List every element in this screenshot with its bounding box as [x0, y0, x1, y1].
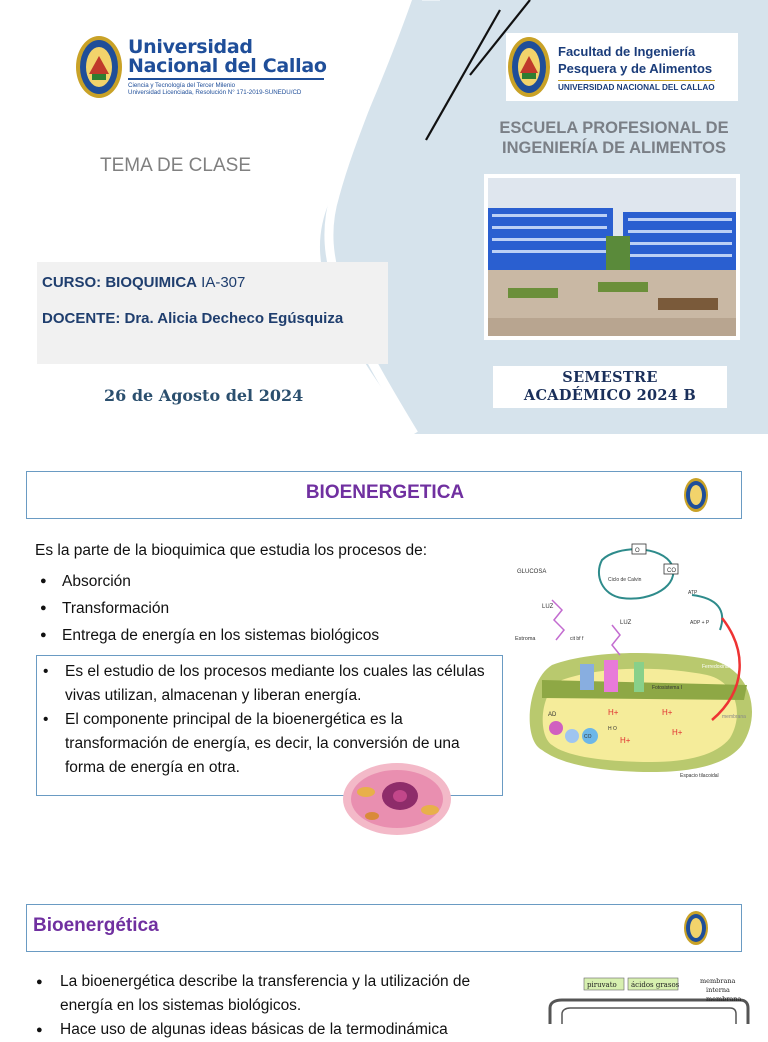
adp-label: ADP + P — [690, 620, 710, 626]
slide-title: BIOENERGETICA — [305, 482, 465, 503]
fotosistema-label: Fotosistema I — [652, 685, 683, 691]
co-label: CO — [584, 734, 592, 740]
course-info-box — [37, 262, 388, 364]
list-item: ● La bioenergética describe la transferencia y la utilización de energía en los sistemas biológicos. — [36, 973, 471, 1014]
course-label: CURSO: BIOQUIMICA — [42, 274, 197, 291]
school-line2: INGENIERÍA DE ALIMENTOS — [502, 139, 726, 157]
faculty-name-line1: Facultad de Ingeniería — [558, 43, 696, 59]
topic-label: TEMA DE CLASE — [100, 155, 251, 176]
definition-item: • Es el estudio de los procesos mediante los cuales las células vivas utilizan, almacenan y liberan energía. — [43, 663, 485, 704]
university-name-line1: Universidad — [128, 36, 253, 58]
faculty-logo — [506, 33, 738, 101]
cell-illustration — [342, 762, 452, 836]
slide-title-box — [26, 904, 742, 952]
university-seal-icon — [683, 910, 709, 946]
cytochrome-label: cit bf f — [570, 636, 584, 642]
piruvato-label: piruvato — [587, 981, 617, 989]
acidos-label: ácidos grasos — [631, 981, 680, 989]
chloroplast-diagram — [512, 540, 768, 780]
membrane-label: membrana — [700, 977, 736, 985]
definition-item: • El componente principal de la bioenergética es la transformación de energía, es decir, la conversión de una forma de energía en otra. — [43, 711, 460, 776]
campus-photo-image — [488, 178, 736, 336]
espacio-label: Espacio tilacoidal — [680, 773, 719, 779]
list-item: ● Absorción — [40, 573, 131, 590]
hplus-label: H+ — [620, 736, 631, 745]
estroma-label: Estroma — [515, 636, 536, 642]
list-item: ● Entrega de energía en los sistemas biológicos — [40, 627, 380, 644]
university-license: Universidad Licenciada, Resolución N° 171-2019-SUNEDU/CD — [128, 89, 302, 96]
divider — [128, 78, 324, 80]
campus-photo — [484, 174, 740, 340]
o2-label: O — [635, 548, 640, 554]
university-tagline: Ciencia y Tecnología del Tercer Milenio — [128, 82, 236, 89]
university-logo — [74, 34, 327, 100]
membrane-label: membrana — [706, 995, 742, 1003]
co2-label: CO — [667, 568, 676, 574]
course-line — [42, 274, 245, 291]
bioenergetica-list — [36, 970, 516, 1042]
hplus-label: H+ — [672, 728, 683, 737]
faculty-university: UNIVERSIDAD NACIONAL DEL CALLAO — [558, 80, 715, 92]
university-seal-icon — [74, 34, 124, 100]
bioenergetica-slide — [0, 450, 768, 870]
intro-text: Es la parte de la bioquimica que estudia los procesos de: — [35, 542, 428, 559]
semester-line2: ACADÉMICO 2024 B — [523, 387, 697, 404]
semester-box — [493, 366, 727, 408]
hplus-label: H+ — [662, 708, 673, 717]
bioenergetica-detail-slide — [0, 886, 768, 1038]
school-name — [474, 118, 754, 158]
atp-label: ATP — [688, 590, 698, 596]
list-item: ● Hace uso de algunas ideas básicas de la termodinámica — [36, 1021, 448, 1038]
class-date: 26 de Agosto del 2024 — [104, 386, 304, 405]
school-line1: ESCUELA PROFESIONAL DE — [499, 119, 729, 137]
hplus-label: H+ — [608, 708, 619, 717]
list-item: ● Transformación — [40, 600, 170, 617]
faculty-seal-icon — [506, 35, 552, 99]
inner-label: interna — [706, 986, 730, 994]
luz-label: LUZ — [620, 620, 632, 626]
faculty-name-line2: Pesquera y de Alimentos — [558, 60, 713, 76]
h2o-label: H O — [608, 726, 617, 732]
ferredoxina-label: Ferredoxina — [702, 664, 729, 670]
glucosa-label: GLUCOSA — [517, 569, 547, 575]
membrana-label: membrana — [722, 714, 746, 720]
mitochondria-diagram — [540, 974, 768, 1024]
calvin-label: Ciclo de Calvin — [608, 577, 642, 583]
university-seal-icon — [683, 477, 709, 513]
slide-title-box — [26, 471, 742, 519]
university-name-line2: Nacional del Callao — [128, 55, 327, 77]
teacher-line: DOCENTE: Dra. Alicia Decheco Egúsquiza — [42, 310, 344, 327]
process-list — [40, 568, 379, 649]
slide-title: Bioenergética — [33, 915, 159, 936]
course-code: IA-307 — [201, 274, 246, 291]
title-slide — [0, 0, 768, 434]
luz-label: LUZ — [542, 604, 554, 610]
ad-label: AD — [548, 712, 557, 718]
semester-line1: SEMESTRE — [562, 369, 658, 386]
